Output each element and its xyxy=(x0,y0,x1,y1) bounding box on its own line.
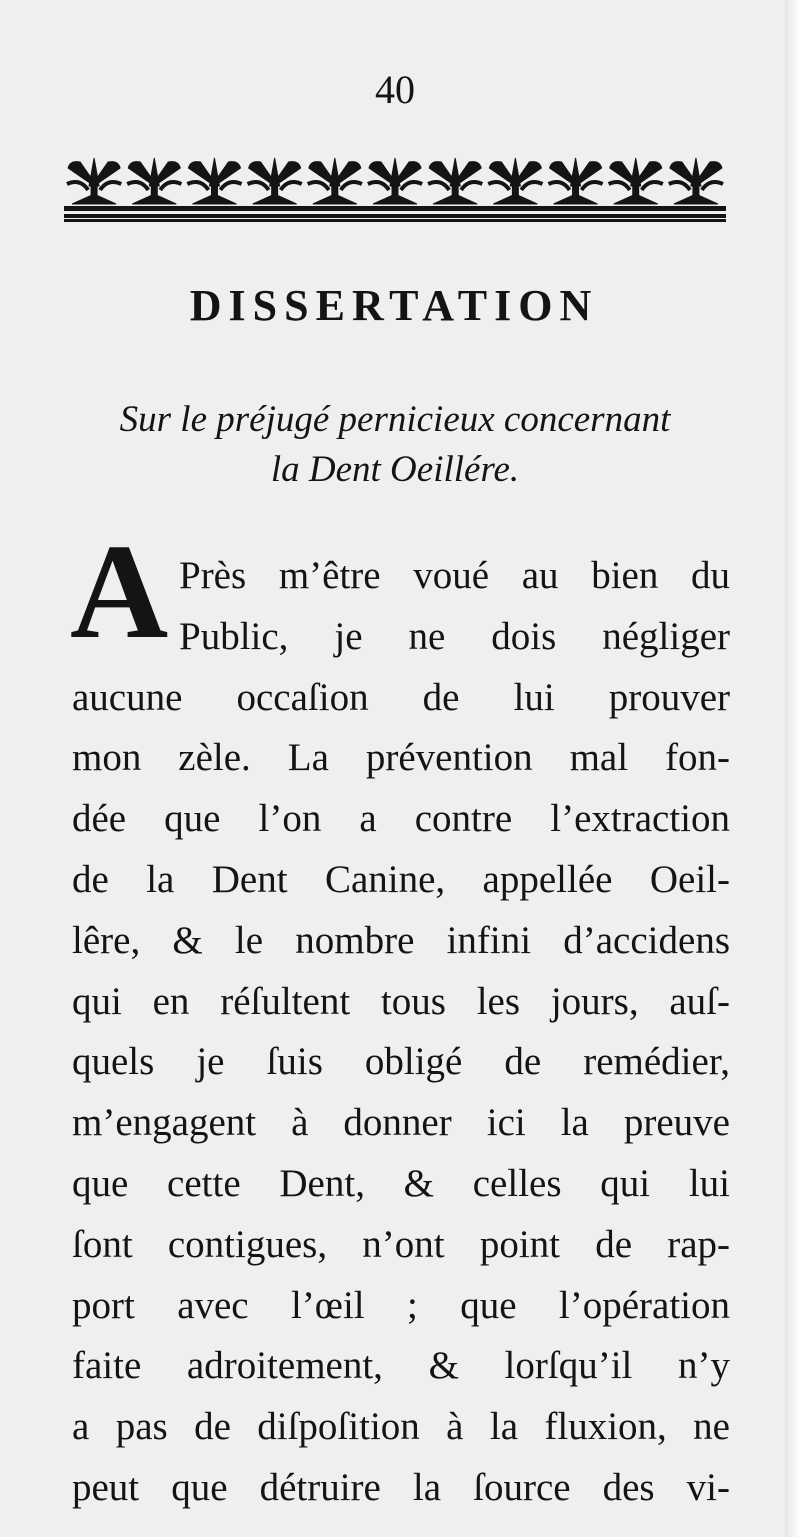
text-line: qui en réſultent tous les jours, auſ- xyxy=(72,979,730,1023)
text-line: port avec l’œil ; que l’opération xyxy=(72,1283,730,1327)
subtitle-line: la Dent Oeillére. xyxy=(270,449,520,490)
text-line: mon zèle. La prévention mal fon- xyxy=(72,736,730,780)
subtitle-line: Sur le préjugé pernicieux concernant xyxy=(119,399,671,440)
text-line: m’engagent à donner ici la preuve xyxy=(72,1101,730,1145)
text-line: aucune occaſion de lui prouver xyxy=(72,675,730,719)
body-text xyxy=(72,546,730,1519)
text-line: Près m’être voué au bien du xyxy=(179,554,730,597)
page-title: DISSERTATION xyxy=(189,281,599,330)
drop-cap: A xyxy=(70,517,169,667)
text-line: Public, je ne dois négliger xyxy=(179,614,730,658)
text-line: faite adroitement, & lorſqu’il n’y xyxy=(72,1344,730,1388)
text-line: ſont contigues, n’ont point de rap- xyxy=(72,1222,730,1266)
text-line: lêre, & le nombre infini d’accidens xyxy=(72,918,730,962)
text-line: de la Dent Canine, appellée Oeil- xyxy=(72,857,730,901)
fleuron-band-icon xyxy=(64,156,726,224)
page-edge xyxy=(785,0,800,1537)
text-line: a pas de diſpoſition à la fluxion, ne xyxy=(72,1405,730,1449)
subtitle xyxy=(60,395,730,495)
page-number: 40 xyxy=(375,67,415,112)
text-line: quels je ſuis obligé de remédier, xyxy=(72,1040,730,1084)
text-line: dée que l’on a contre l’extraction xyxy=(72,797,730,841)
text-line: peut que détruire la ſource des vi- xyxy=(72,1465,730,1509)
text-line: que cette Dent, & celles qui lui xyxy=(72,1161,730,1205)
